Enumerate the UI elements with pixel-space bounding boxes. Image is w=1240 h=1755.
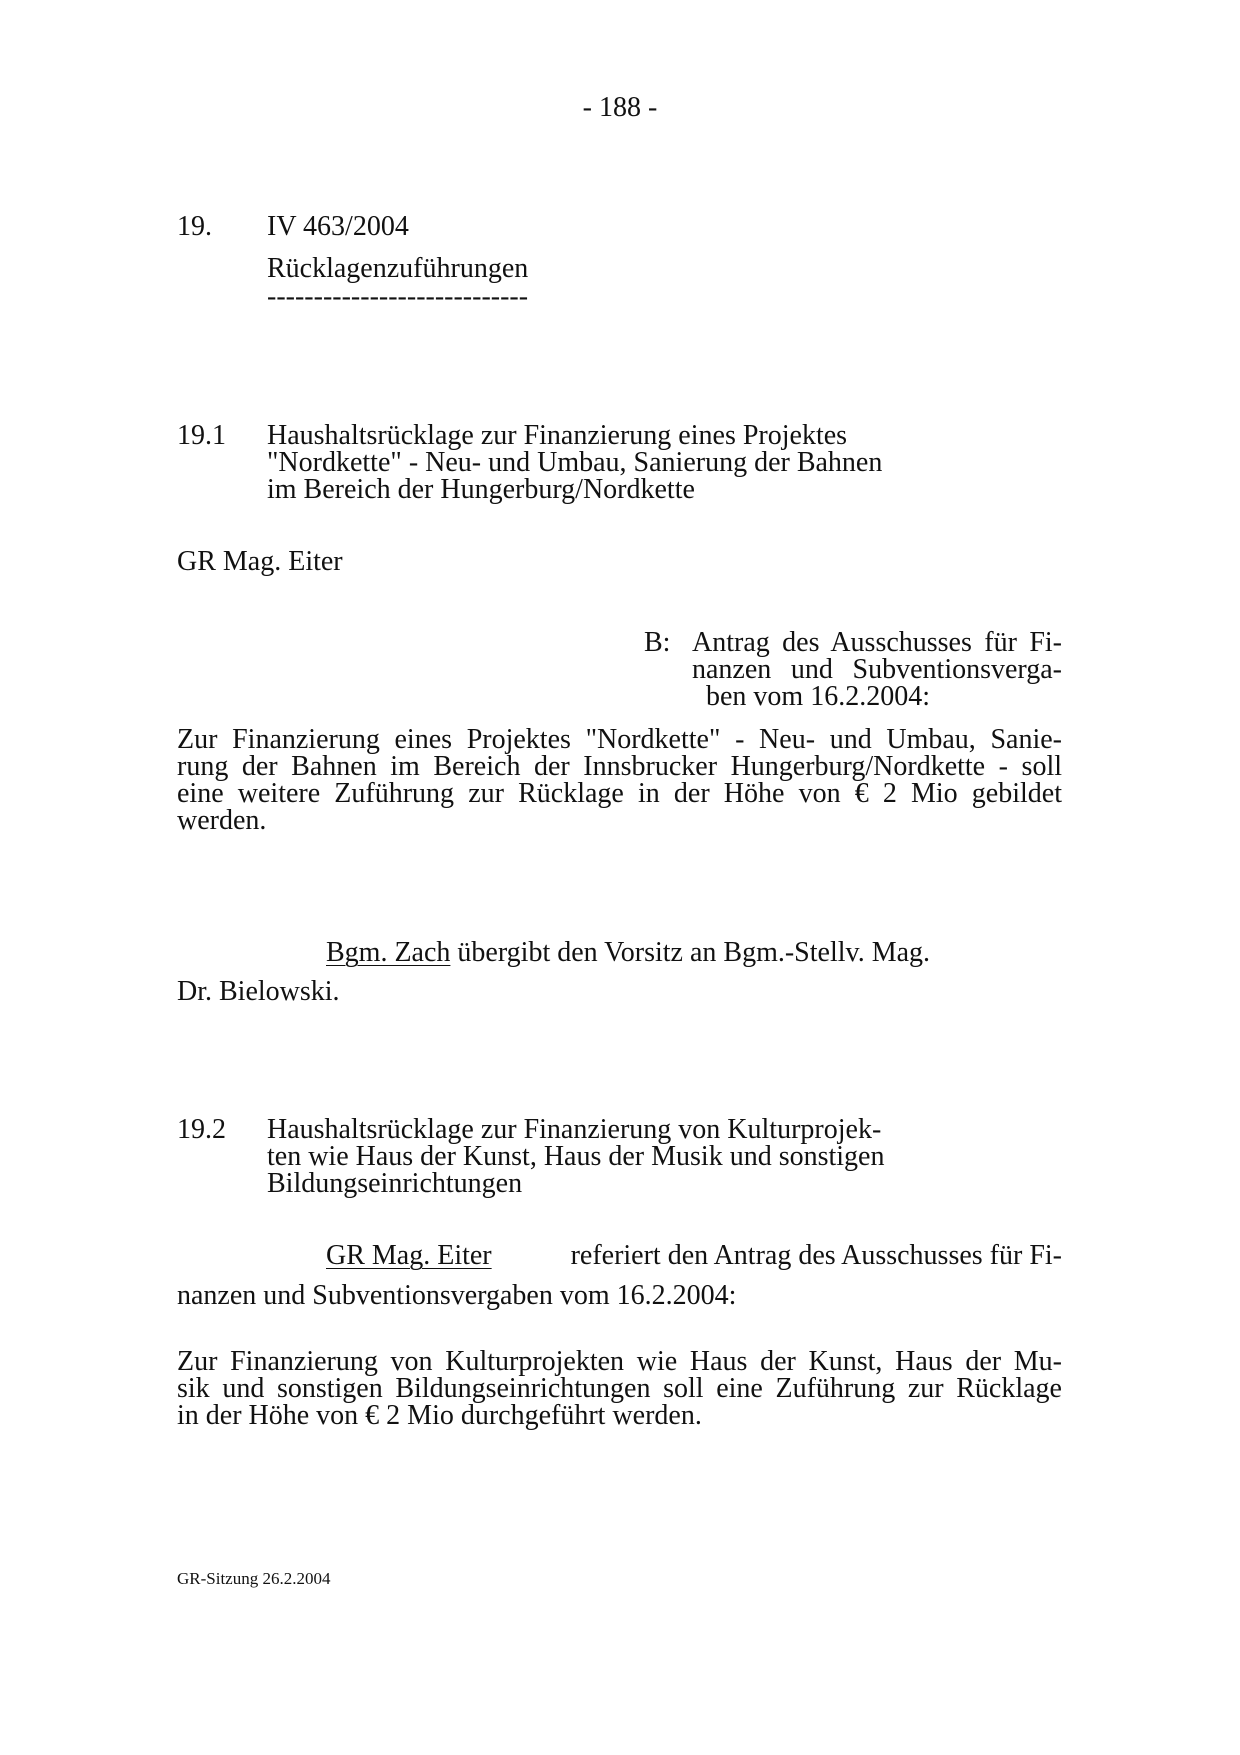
body-line: sik und sonstigen Bildungseinrichtungen soll eine Zuführung zur Rücklage	[177, 1373, 1062, 1404]
motion-body-19-2	[177, 1348, 1062, 1429]
committee-motion	[692, 629, 1062, 710]
chair-transfer-name: Bgm. Zach	[326, 937, 451, 968]
section-number: 19.	[177, 211, 212, 242]
footer: GR-Sitzung 26.2.2004	[177, 1569, 331, 1588]
referent-line2: nanzen und Subventionsvergaben vom 16.2.2004:	[177, 1280, 737, 1311]
item-title-line: Haushaltsrücklage zur Finanzierung eines Projektes	[267, 420, 848, 451]
section-title: Rücklagenzuführungen	[267, 253, 529, 284]
item-title-line: im Bereich der Hungerburg/Nordkette	[267, 474, 695, 505]
motion-body-19-1	[177, 726, 1062, 834]
speaker: GR Mag. Eiter	[177, 546, 343, 577]
referent-line	[326, 1242, 1062, 1270]
body-line: werden.	[177, 805, 267, 836]
motion-line: nanzen und Subventionsverga-	[692, 654, 1062, 685]
item-title-19-2	[267, 1116, 927, 1197]
item-number-19-1: 19.1	[177, 420, 226, 451]
item-title-line: Bildungseinrichtungen	[267, 1168, 523, 1199]
referent-name: GR Mag. Eiter	[326, 1240, 492, 1271]
referent-text: referiert den Antrag des Ausschusses für Fi-	[570, 1240, 1062, 1271]
chair-transfer-line2: Dr. Bielowski.	[177, 976, 340, 1007]
body-line: in der Höhe von € 2 Mio durchgeführt werden.	[177, 1400, 702, 1431]
body-line: Zur Finanzierung eines Projektes "Nordkette" - Neu- und Umbau, Sanie-	[177, 724, 1062, 755]
item-number-19-2: 19.2	[177, 1114, 226, 1145]
section-title-underline: ----------------------------	[267, 281, 529, 312]
body-line: rung der Bahnen im Bereich der Innsbrucker Hungerburg/Nordkette - soll	[177, 751, 1062, 782]
item-title-19-1	[267, 422, 927, 503]
body-line: Zur Finanzierung von Kulturprojekten wie Haus der Kunst, Haus der Mu-	[177, 1346, 1062, 1377]
motion-line: ben vom 16.2.2004:	[706, 681, 930, 712]
resolution-label: B:	[644, 627, 671, 658]
section-ref: IV 463/2004	[267, 211, 409, 242]
item-title-line: "Nordkette" - Neu- und Umbau, Sanierung der Bahnen	[267, 447, 883, 478]
motion-line: Antrag des Ausschusses für Fi-	[692, 627, 1062, 658]
chair-transfer-text: übergibt den Vorsitz an Bgm.-Stellv. Mag.	[450, 937, 931, 968]
body-line: eine weitere Zuführung zur Rücklage in der Höhe von € 2 Mio gebildet	[177, 778, 1062, 809]
item-title-line: Haushaltsrücklage zur Finanzierung von Kulturprojek-	[267, 1114, 882, 1145]
chair-transfer	[326, 939, 930, 967]
page-number: - 188 -	[582, 92, 658, 123]
item-title-line: ten wie Haus der Kunst, Haus der Musik und sonstigen	[267, 1141, 885, 1172]
